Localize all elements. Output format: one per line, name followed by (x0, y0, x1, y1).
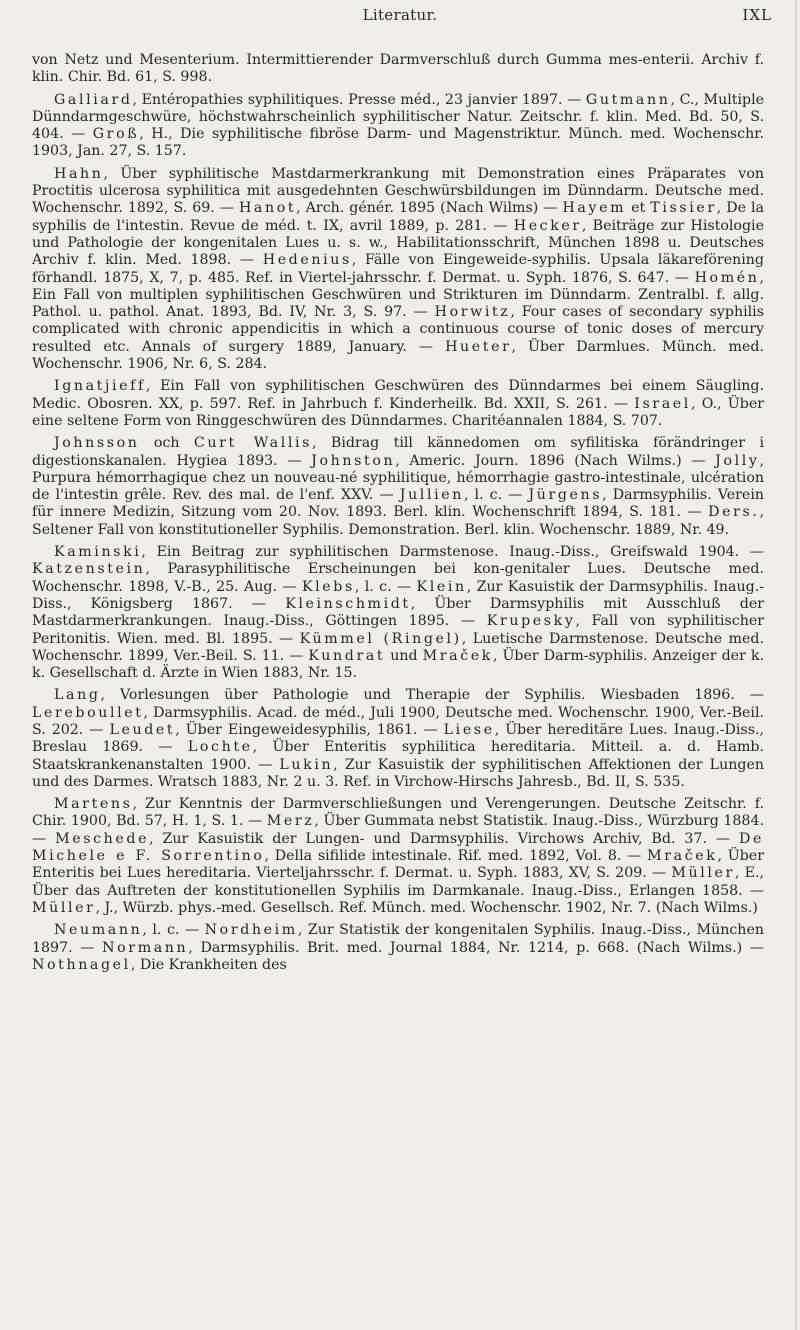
author-name: Jolly (715, 452, 760, 469)
author-name: Müller (671, 865, 735, 882)
author-name: Kundrat (308, 647, 386, 664)
author-name: Gutmann (585, 91, 671, 108)
bibliography-body (32, 52, 764, 979)
author-name: Israel (634, 395, 691, 412)
author-name: Horwitz (434, 304, 511, 321)
author-name: Neumann (54, 922, 143, 939)
bibliography-paragraph (32, 52, 764, 87)
author-name: Liese (443, 721, 495, 738)
citation-text: , Luetische Darmstenose. Deutsche med. Wochenschr. 1899, Ver.-Beil. S. 11. — (32, 630, 764, 664)
citation-text: , Zur Kasuistik der Darmsyphilis. Inaug.-Diss., Königsberg 1867. — (32, 578, 764, 612)
bibliography-paragraph (32, 796, 764, 917)
citation-text: , Darmsyphilis. Verein für innere Medizin, Sitzung vom 20. Nov. 1893. Berl. klin. Wochenschrift 1894, S. 181. — (32, 487, 764, 521)
author-name: Nothnagel (32, 956, 131, 973)
author-name: Johnsson (54, 435, 140, 452)
author-name: Mraček (422, 647, 493, 664)
author-name: Hahn (54, 165, 104, 182)
citation-text: von Netz und Mesenterium. Intermittierender Darmverschluß durch Gumma mes-enterii. Archiv f. klin. Chir. Bd. 61, S. 998. (32, 52, 764, 86)
author-name: Martens (54, 796, 133, 813)
bibliography-paragraph (32, 544, 764, 682)
author-name: Lochte (187, 739, 253, 756)
author-name: Kaminski (54, 544, 142, 561)
citation-text: , Zur Kasuistik der Lungen- und Darmsyphilis. Virchows Archiv, Bd. 37. — (149, 830, 740, 847)
author-name: Tissier (650, 200, 717, 217)
author-name: Lukin (279, 756, 334, 773)
author-name: Jürgens (528, 487, 603, 504)
citation-text: , Parasyphilitische Erscheinungen bei kon-genitaler Lues. Deutsche med. Wochenschr. 1898, V.-B., 25. Aug. — (32, 561, 764, 595)
citation-text: , Über syphilitische Mastdarmerkrankung mit Demonstration eines Präparates von Proctitis ulcerosa syphilitica mit ausgedehnten Geschwürsbildungen im Dünndarm. Deutsche med. Wochenschr. 1892, S. 69. — (32, 165, 764, 217)
citation-text: , Über Darmlues. Münch. med. Wochenschr. 1906, Nr. 6, S. 284. (32, 338, 764, 373)
citation-text: , l. c. — (354, 578, 417, 595)
citation-text: , O., Über eine seltene Form von Ringgeschwüren des Dünndarmes. Charitéannalen 1884, S. 707. (32, 395, 764, 429)
author-name: Katzenstein (32, 561, 146, 578)
citation-text: , Seltener Fall von konstitutioneller Syphilis. Demonstration. Berl. klin. Wochenschr. 1889, Nr. 49. (32, 504, 764, 538)
citation-text: , Ein Fall von multiplen syphilitischen Geschwüren und Strikturen im Dünndarm. Zentralbl. f. allg. Pathol. u. pathol. Anat. 1893, Bd. IV, Nr. 3, S. 97. — (32, 269, 764, 321)
citation-text: , J., Würzb. phys.-med. Gesellsch. Ref. Münch. med. Wochenschr. 1902, Nr. 7. (Nach Wilms.) (95, 899, 758, 916)
citation-text: , Über Eingeweidesyphilis, 1861. — (175, 721, 444, 738)
author-name: Kümmel (Ringel) (299, 630, 462, 647)
bibliography-paragraph (32, 435, 764, 539)
author-name: Hecker (513, 217, 582, 234)
citation-text: , C., Multiple Dünndarmgeschwüre, höchstwahrscheinlich syphilitischer Natur. Zeitschr. f. klin. Med. Bd. 50, S. 404. — (32, 91, 764, 143)
author-name: Groß (92, 126, 140, 143)
citation-text: , l. c. — (463, 487, 529, 504)
author-name: Hueter (445, 338, 512, 355)
author-name: Nordheim (204, 922, 298, 939)
author-name: Krupesky (486, 613, 576, 630)
citation-text: , Arch. génér. 1895 (Nach Wilms) — (296, 200, 563, 217)
author-name: Merz (266, 813, 315, 830)
citation-text: , E., Über das Auftreten der konstitutionellen Syphilis im Darmkanale. Inaug.-Diss., Erlangen 1858. — (32, 865, 764, 899)
citation-text: , Purpura hémorrhagique chez un nouveau-né syphilitique, hémorrhagie gastro-intestinale, ulcération de l'intestin grêle. Rev. des mal. de l'enf. XXV. — (32, 452, 765, 504)
author-name: Klein (416, 578, 467, 595)
author-name: Kleinschmidt (285, 595, 411, 612)
citation-text: , Beiträge zur Histologie und Pathologie der kongenitalen Lues u. s. w., Habilitationsschrift, München 1898 u. Deutsches Archiv f. klin. Med. 1898. — (32, 217, 764, 269)
citation-text: , Über Enteritis syphilitica hereditaria. Mitteil. a. d. Hamb. Staatskrankenanstalten 1900. — (32, 739, 764, 773)
page-number: IXL (742, 6, 772, 24)
citation-text: , Über hereditäre Lues. Inaug.-Diss., Breslau 1869. — (32, 721, 765, 756)
citation-text: , Über Enteritis bei Lues hereditaria. Vierteljahrsschr. f. Dermat. u. Syph. 1883, XV, S. 209. — (32, 848, 764, 882)
author-name: Meschede (55, 830, 150, 847)
author-name: Galliard (54, 91, 133, 108)
citation-text: , Ein Fall von syphilitischen Geschwüren des Dünndarmes bei einem Säugling. Medic. Obosren. XX, p. 597. Ref. in Jahrbuch f. Kinderheilk. Bd. XXII, S. 261. — (32, 378, 764, 412)
citation-text: , Zur Kasuistik der syphilitischen Affektionen der Lungen und des Darmes. Wratsch 1883, Nr. 2 u. 3. Ref. in Virchow-Hirschs Jahresb., Bd. II, S. 535. (32, 756, 764, 790)
citation-text: , Vorlesungen über Pathologie und Therapie der Syphilis. Wiesbaden 1896. — (100, 687, 764, 704)
bibliography-paragraph (32, 922, 764, 974)
author-name: Hanot (238, 200, 297, 217)
citation-text: , Darmsyphilis. Brit. med. Journal 1884, Nr. 1214, p. 668. (Nach Wilms.) — (188, 939, 764, 956)
author-name: Ignatjieff (54, 378, 146, 395)
author-name: Homén (694, 269, 760, 286)
citation-text: , Entéropathies syphilitiques. Presse méd., 23 janvier 1897. — (132, 91, 586, 108)
author-name: Müller (32, 899, 96, 916)
citation-text: , Über Gummata nebst Statistik. Inaug.-Diss., Würzburg 1884. — (32, 813, 764, 847)
citation-text: , Darmsyphilis. Acad. de méd., Juli 1900, Deutsche med. Wochenschr. 1900, Ver.-Beil. S. 202. — (32, 704, 764, 738)
citation-text: , Bidrag till kännedomen om syfilitiska förändringer i digestionskanalen. Hygiea 1893. — (32, 435, 764, 469)
author-name: Lereboullet (32, 704, 144, 721)
citation-text: , Zur Kenntnis der Darmverschließungen und Verengerungen. Deutsche Zeitschr. f. Chir. 1900, Bd. 57, H. 1, S. 1. — (32, 796, 764, 830)
citation-text: och (139, 435, 194, 452)
author-name: Curt Wallis (193, 435, 313, 452)
citation-text: , Americ. Journ. 1896 (Nach Wilms.) — (395, 452, 716, 469)
citation-text: , H., Die syphilitische fibröse Darm- und Magenstriktur. Münch. med. Wochenschr. 1903, Jan. 27, S. 157. (32, 126, 765, 160)
author-name: Johnston (311, 452, 396, 469)
citation-text: , Über Darm-syphilis. Anzeiger der k. k. Gesellschaft d. Ärzte in Wien 1883, Nr. 15. (32, 647, 764, 682)
citation-text: und (385, 647, 423, 664)
bibliography-paragraph (32, 166, 764, 374)
author-name: Lang (54, 687, 101, 704)
author-name: Hedenius (262, 252, 352, 269)
author-name: De Michele e F. Sorrentino (32, 830, 764, 865)
author-name: Hayem (562, 200, 627, 217)
citation-text: , Zur Statistik der kongenitalen Syphilis. Inaug.-Diss., München 1897. — (32, 922, 764, 956)
citation-text: , l. c. — (142, 922, 205, 939)
citation-text: , Über Darmsyphilis mit Ausschluß der Mastdarmerkrankungen. Inaug.-Diss., Göttingen 1895. — (32, 595, 764, 630)
citation-text: , Fall von syphilitischer Peritonitis. Wien. med. Bl. 1895. — (32, 613, 765, 647)
author-name: Jullien (399, 487, 464, 504)
citation-text: , Four cases of secondary syphilis complicated with chronic appendicitis in which a continuous course of tonic doses of mercury resulted etc. Annals of surgery 1889, January. — (32, 304, 765, 355)
author-name: Ders. (708, 504, 760, 521)
author-name: Leudet (109, 721, 176, 738)
bibliography-paragraph (32, 92, 764, 161)
page-edge (795, 0, 797, 1330)
bibliography-paragraph (32, 687, 764, 791)
bibliography-paragraph (32, 378, 764, 430)
running-header-title: Literatur. (362, 6, 438, 24)
citation-text: et (626, 200, 651, 217)
author-name: Mraček (647, 848, 718, 865)
citation-text: , Della sifilide intestinale. Rif. med. 1892, Vol. 8. — (264, 848, 648, 865)
author-name: Normann (102, 939, 189, 956)
citation-text: , Fälle von Eingeweide-syphilis. Upsala läkareförening förhandl. 1875, X, 7, p. 485. Ref. in Viertel-jahrsschr. f. Dermat. u. Syph. 1876, S. 647. — (32, 252, 764, 286)
citation-text: , Die Krankheiten des (130, 956, 287, 973)
citation-text: , Ein Beitrag zur syphilitischen Darmstenose. Inaug.-Diss., Greifswald 1904. — (141, 544, 764, 561)
citation-text: , De la syphilis de l'intestin. Revue de méd. t. IX, avril 1889, p. 281. — (32, 200, 764, 234)
author-name: Klebs (301, 578, 355, 595)
